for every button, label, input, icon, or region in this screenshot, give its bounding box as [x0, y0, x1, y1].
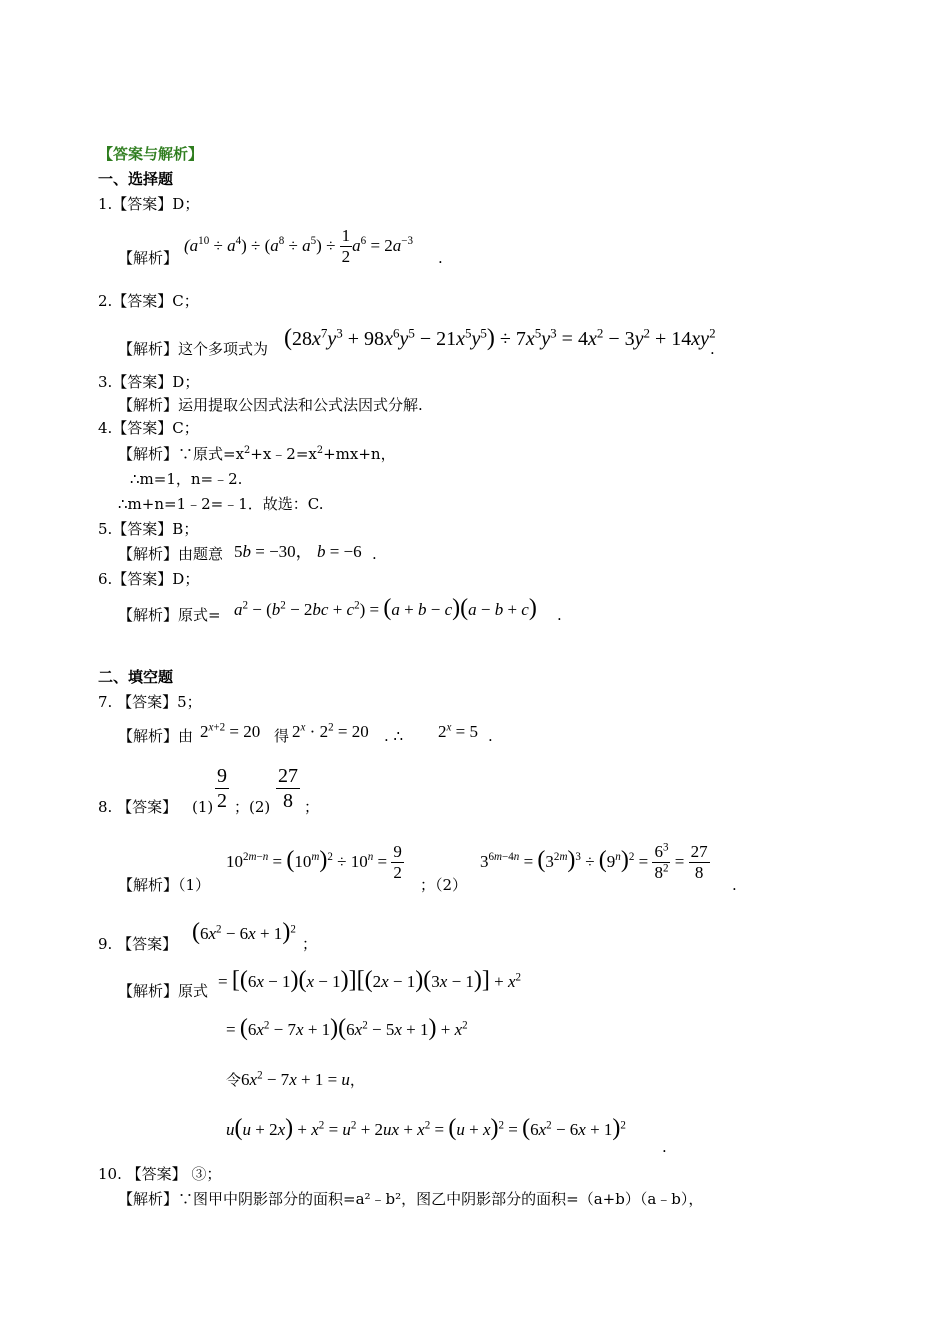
- q8-analysis-label: 【解析】（1）: [118, 876, 211, 894]
- q4-line2: ∴m=1，n=﹣2.: [130, 470, 243, 488]
- q4-label-text: 【解析】∵原式=: [118, 445, 236, 463]
- q5-period: .: [372, 545, 377, 563]
- q8-separator: ；（2）: [420, 876, 468, 894]
- q9-step-3: $u(u + 2x) + x^2 = u^2 + 2ux + x^2 = (u + x)^2 = (6x^2 - 6x + 1)^2$: [226, 1115, 626, 1141]
- q4-answer: 4.【答案】C；: [98, 419, 199, 437]
- q2-answer: 2.【答案】C；: [98, 292, 199, 310]
- q8-part2-label: ；(2): [234, 798, 271, 816]
- q1-formula: $(a^{10} \div a^4) \div (a^8 \div a^5)$ ÷ $\frac{1}{2}$ $a^6 = 2a^{-3}$: [184, 226, 414, 267]
- q1-answer: 1.【答案】D；: [98, 195, 200, 213]
- q7-therefore: . ∴: [384, 727, 404, 745]
- q9-answer-formula: $(6x^2 - 6x + 1)^2$: [192, 919, 296, 945]
- q10-answer: 10. 【答案】 ③；: [98, 1165, 222, 1183]
- q9-comma: ，: [349, 1071, 365, 1089]
- q9-step-1: = $[(6x - 1)(x - 1)][(2x - 1)(3x - 1)] + x^2$: [218, 967, 522, 993]
- q5-answer: 5.【答案】B；: [98, 520, 199, 538]
- q7-formula-3: $2^x = 5$: [438, 721, 478, 741]
- q2-formula: $(28x^7y^3 + 98x^6y^5 - 21x^5y^5) \div 7x^5y^3 = 4x^2 - 3y^2 + 14xy^2$: [284, 325, 716, 351]
- section-choice-title: 一、选择题: [98, 170, 174, 188]
- q6-period: .: [557, 606, 562, 624]
- q1-analysis-label: 【解析】: [118, 249, 179, 267]
- q9-step-2: = $(6x^2 - 7x + 1)(6x^2 - 5x + 1) + x^2$: [226, 1015, 468, 1041]
- q1-period: .: [438, 249, 443, 267]
- q7-period: .: [488, 727, 493, 745]
- q8-semicolon: ；: [304, 798, 320, 816]
- q7-formula-1: $2^{x+2} = 20$: [200, 721, 261, 741]
- q8-part1-label: (1): [192, 798, 214, 816]
- q8-formula-2: $3^{6m-4n} = (3^{2m})^3 \div (9^n)^2$ = $\frac{6^3}{8^2}$ = $\frac{27}{8}$: [480, 841, 708, 883]
- q3-analysis: 【解析】运用提取公因式法和公式法因式分解.: [118, 396, 423, 414]
- answer-heading: 【答案与解析】: [98, 145, 204, 163]
- q5-formula: 5b = −30， b = −6: [234, 542, 362, 561]
- q9-semicolon: ；: [302, 935, 318, 953]
- q9-answer: 9. 【答案】: [98, 935, 178, 953]
- q7-formula-2: $2^x \cdot 2^2 = 20$: [292, 721, 369, 741]
- q8-answer: 8. 【答案】: [98, 798, 178, 816]
- q8-period: .: [732, 876, 737, 894]
- q4-analysis-label: [118, 445, 396, 463]
- q7-analysis-label: 【解析】由: [118, 727, 194, 745]
- q9-period: .: [662, 1138, 667, 1156]
- q8-formula-1: $10^{2m-n} = (10^m)^2 \div 10^n$ = $\frac{9}{2}$: [226, 842, 402, 883]
- q4-line3: ∴m+n=1﹣2=﹣1．故选：C.: [118, 495, 324, 513]
- q3-answer: 3.【答案】D；: [98, 373, 200, 391]
- q7-answer: 7. 【答案】5；: [98, 693, 202, 711]
- q7-de: 得: [274, 727, 290, 745]
- q4-formula: $x^2+x﹣2=x^2+mx+n$，: [235, 445, 396, 463]
- q6-formula: $a^2 - (b^2 - 2bc + c^2) = (a + b - c)(a - b + c)$: [234, 595, 537, 621]
- q10-analysis: 【解析】∵图甲中阴影部分的面积=a²﹣b²，图乙中阴影部分的面积=（a+b）（a﹣b），: [118, 1190, 704, 1208]
- q9-analysis-label: 【解析】原式: [118, 982, 209, 1000]
- q5-analysis-label: 【解析】由题意: [118, 545, 224, 563]
- q9-sub-formula: $6x^2 - 7x + 1 = u$: [241, 1069, 350, 1089]
- section-fill-title: 二、填空题: [98, 668, 174, 686]
- q8-answer-frac1: $\frac{9}{2}$: [217, 765, 227, 812]
- q2-period: .: [710, 340, 715, 358]
- q6-answer: 6.【答案】D；: [98, 570, 200, 588]
- q9-substitution: [226, 1070, 365, 1090]
- q6-analysis-label: 【解析】原式=: [118, 606, 221, 624]
- q8-answer-frac2: $\frac{27}{8}$: [278, 765, 298, 812]
- q9-ling: 令: [226, 1071, 242, 1089]
- q2-analysis-label: 【解析】这个多项式为: [118, 340, 269, 358]
